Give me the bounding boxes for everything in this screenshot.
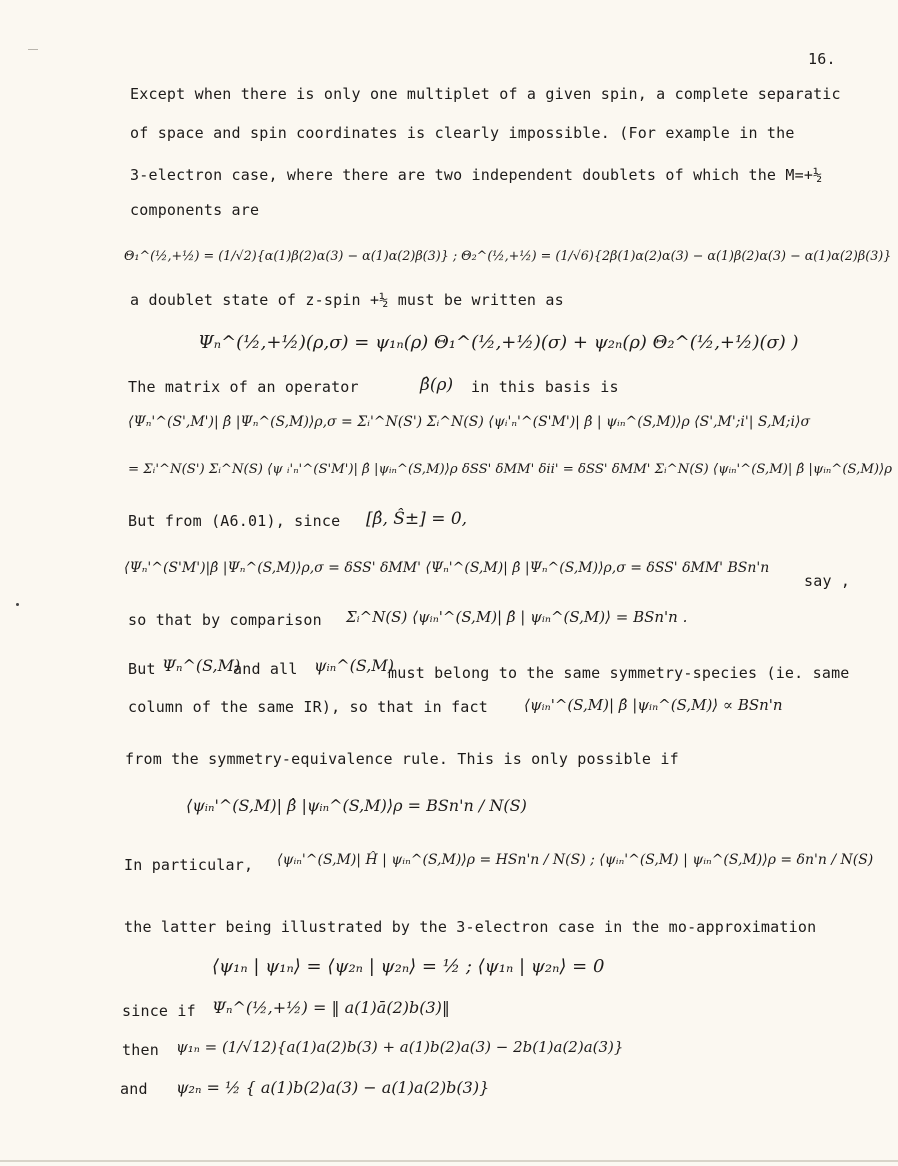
text-line-16: since if [122,1002,196,1020]
text-line-7: But from (A6.01), since [128,512,341,530]
equation-psi-2n: ψ₂ₙ = ½ { a(1)b(2)a(3) − a(1)a(2)b(3)} [176,1078,490,1097]
equation-psi-capital: Ψₙ^(S,M) [162,656,241,675]
equation-operator: β̂(ρ) [420,375,454,395]
equation-rule-result: ⟨ψᵢₙ'^(S,M)| β̂ |ψᵢₙ^(S,M)⟩ρ = BSn'n / N(S) [186,796,527,815]
equation-theta-components: Θ₁^(½,+½) = (1/√2){α(1)β(2)α(3) − α(1)α(2)β(3)} ; Θ₂^(½,+½) = (1/√6){2β(1)α(2)α(3) − α(1)β(2)α(3) − α(1)α(2)β(3)} [124,249,892,264]
text-line-5: a doublet state of z-spin +½ must be written as [130,291,564,309]
equation-psi-small: ψᵢₙ^(S,M) [314,656,394,675]
text-line-15: the latter being illustrated by the 3-electron case in the mo-approximation [124,918,817,936]
margin-dot [16,603,19,606]
text-say: say , [804,572,851,590]
text-line-13: from the symmetry-equivalence rule. This is only possible if [125,750,679,768]
equation-since-if: Ψₙ^(½,+½) = ‖ a(1)ā(2)b(3)‖ [212,998,450,1017]
text-line-10: and all [233,660,298,678]
text-line-12: column of the same IR), so that in fact [128,698,488,716]
bottom-edge-line [0,1160,898,1162]
top-margin-mark [28,49,38,50]
equation-hamiltonian: ⟨ψᵢₙ'^(S,M)| Ĥ | ψᵢₙ^(S,M)⟩ρ = HSn'n / N(S) ; ⟨ψᵢₙ'^(S,M) | ψᵢₙ^(S,M)⟩ρ = δn'n / N(S) [277,852,874,868]
equation-psi-1n: ψ₁ₙ = (1/√12){a(1)a(2)b(3) + a(1)b(2)a(3) − 2b(1)a(2)a(3)} [176,1038,624,1056]
equation-overlaps: ⟨ψ₁ₙ | ψ₁ₙ⟩ = ⟨ψ₂ₙ | ψ₂ₙ⟩ = ½ ; ⟨ψ₁ₙ | ψ₂ₙ⟩ = 0 [212,956,605,977]
text-line-2: of space and spin coordinates is clearly impossible. (For example in the [130,124,795,142]
text-line-11: must belong to the same symmetry-species (ie. same [388,664,850,682]
text-line-6: The matrix of an operator [128,378,359,396]
text-line-4: components are [130,201,260,219]
equation-matrix-3: ⟨Ψₙ'^(S'M')|β̂ |Ψₙ^(S,M)⟩ρ,σ = δSS' δMM' ⟨Ψₙ'^(S,M)| β̂ |Ψₙ^(S,M)⟩ρ,σ = δSS' δMM' BSn'n [124,560,770,576]
equation-comparison: Σᵢ^N(S) ⟨ψᵢₙ'^(S,M)| β̂ | ψᵢₙ^(S,M)⟩ = BSn'n . [346,608,688,626]
equation-matrix-2: = Σᵢ'^N(S') Σᵢ^N(S) ⟨ψ ᵢ'ₙ'^(S'M')| β̂ |ψᵢₙ^(S,M)⟩ρ δSS' δMM' δii' = δSS' δMM' Σᵢ^N(S) ⟨ψᵢₙ'^(S,M)| β̂ |ψᵢₙ^(S,M)⟩ρ [128,462,893,477]
text-line-6b: in this basis is [471,378,619,396]
equation-doublet-state: Ψₙ^(½,+½)(ρ,σ) = ψ₁ₙ(ρ) Θ₁^(½,+½)(σ) + ψ₂ₙ(ρ) Θ₂^(½,+½)(σ) ) [198,332,799,353]
text-line-3: 3-electron case, where there are two independent doublets of which the M=+½ [130,166,823,184]
text-line-17: then [122,1041,159,1059]
text-line-9: But [128,660,156,678]
text-line-14: In particular, [124,856,254,874]
text-line-18: and [120,1080,148,1098]
page-number: 16. [808,50,836,68]
equation-matrix-1: ⟨Ψₙ'^(S',M')| β̂ |Ψₙ^(S,M)⟩ρ,σ = Σᵢ'^N(S') Σᵢ^N(S) ⟨ψᵢ'ₙ'^(S'M')| β̂ | ψᵢₙ^(S,M)⟩ρ ⟨S',M';i'| S,M;i⟩σ [128,414,811,430]
equation-proportional: ⟨ψᵢₙ'^(S,M)| β̂ |ψᵢₙ^(S,M)⟩ ∝ BSn'n [524,696,783,714]
text-line-1: Except when there is only one multiplet of a given spin, a complete separatic [130,85,841,103]
equation-commutator: [β̂, Ŝ±] = 0, [366,509,468,529]
text-line-8: so that by comparison [128,611,322,629]
